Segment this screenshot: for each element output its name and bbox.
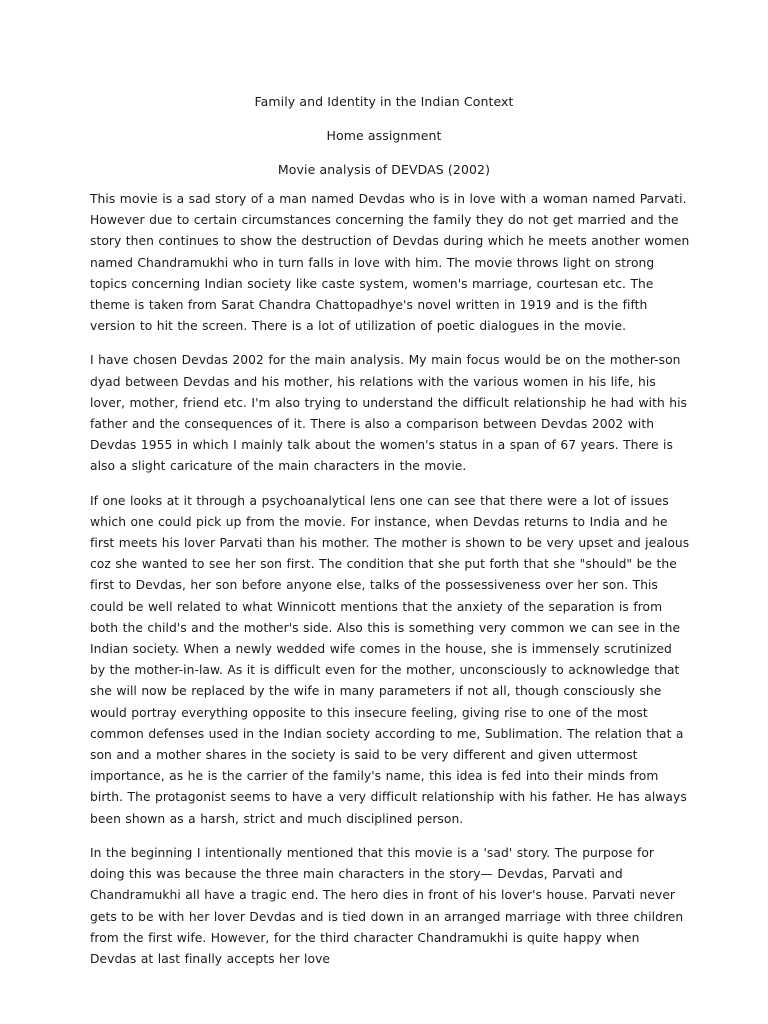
paragraph: I have chosen Devdas 2002 for the main analysis. My main focus would be on the mother-son dyad between Devdas and his mother, his relations with the various women in his life, his lover, mother, friend etc. I'm also trying to understand the difficult relationship he had with his father and the consequences of it. There is also a comparison between Devdas 2002 with Devdas 1955 in which I mainly talk about the women's status in a span of 67 years. There is also a slight caricature of the main characters in the movie. (90, 353, 688, 474)
document-title: Family and Identity in the Indian Context (254, 94, 514, 109)
paragraph: This movie is a sad story of a man named Devdas who is in love with a woman named Parvati. However due to certain circumstances concerning the family they do not get married and the story then continues to show the destruction of Devdas during which he meets another women named Chandramukhi who in turn falls in love with him. The movie throws light on strong topics concerning Indian society like caste system, women's marriage, courtesan etc. The theme is taken from Sarat Chandra Chattopadhye's novel written in 1919 and is the fifth version to hit the screen. There is a lot of utilization of poetic dialogues in the movie. (90, 192, 690, 334)
paragraph: In the beginning I intentionally mentioned that this movie is a 'sad' story. The purpose for doing this was because the three main characters in the story— Devdas, Parvati and Chandramukhi all have a tragic end. The hero dies in front of his lover's house. Parvati never gets to be with her lover Devdas and is tied down in an arranged marriage with three children from the first wife. However, for the third character Chandramukhi is quite happy when Devdas at last finally accepts her love (90, 845, 684, 966)
document-body (90, 189, 690, 983)
paragraph: If one looks at it through a psychoanalytical lens one can see that there were a lot of issues which one could pick up from the movie. For instance, when Devdas returns to India and he first meets his lover Parvati than his mother. The mother is shown to be very upset and jealous coz she wanted to see her son first. The condition that she put forth that she "should" be the first to Devdas, her son before anyone else, talks of the possessiveness over her son. This could be well related to what Winnicott mentions that the anxiety of the separation is from both the child's and the mother's side. Also this is something very common we can see in the Indian society. When a newly wedded wife comes in the house, she is immensely scrutinized by the mother-in-law. As it is difficult even for the mother, unconsciously to acknowledge that she will now be replaced by the wife in many parameters if not all, though consciously she would portray everything opposite to this insecure feeling, giving rise to one of the most common defenses used in the Indian society according to me, Sublimation. The relation that a son and a mother shares in the society is said to be very different and given uttermost importance, as he is the carrier of the family's name, this idea is fed into their minds from birth. The protagonist seems to have a very difficult relationship with his father. He has always been shown as a harsh, strict and much disciplined person. (90, 493, 690, 826)
document-subtitle: Home assignment (326, 128, 442, 143)
document-heading: Movie analysis of DEVDAS (2002) (277, 162, 491, 177)
